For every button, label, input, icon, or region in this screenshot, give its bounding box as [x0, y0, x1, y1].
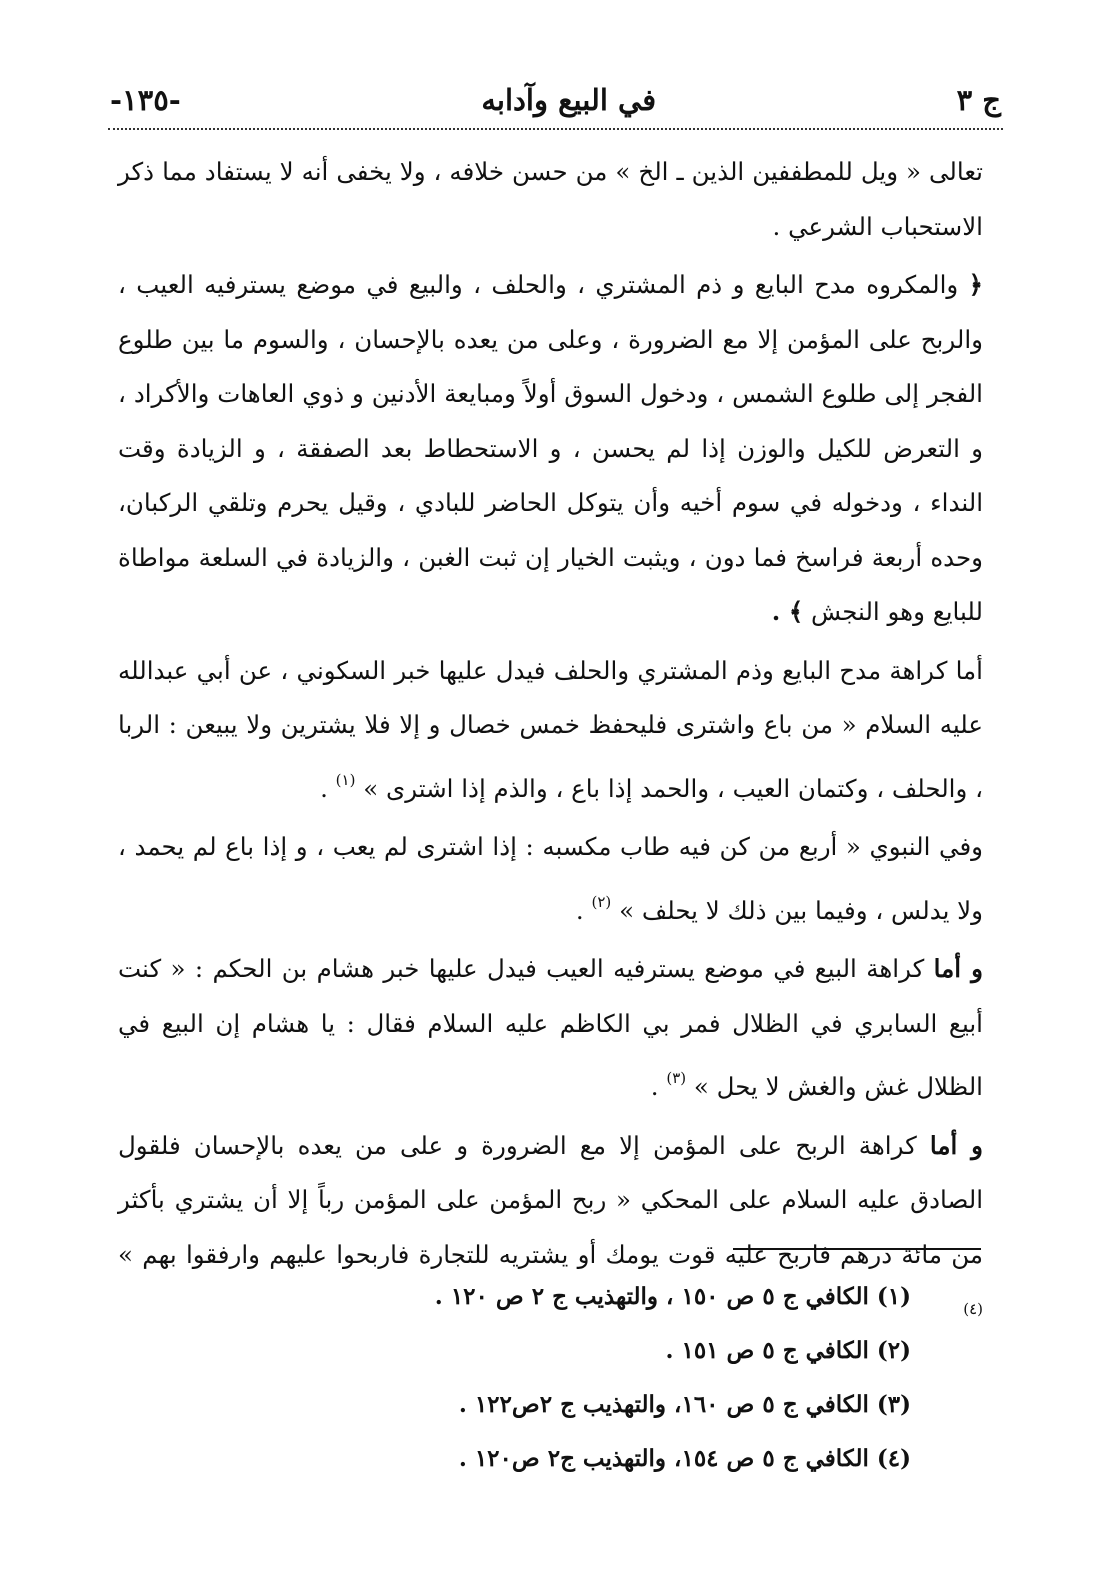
paragraph-1-text: تعالى « ويل للمطففين الذين ـ الخ » من حسن خلافه ، ولا يخفى أنه لا يستفاد مما ذكر الاستحباب الشرعي .: [118, 157, 983, 241]
footnote-ref-3: (٣): [666, 1069, 687, 1087]
paragraph-3-text: أما كراهة مدح البايع وذم المشتري والحلف فيدل عليها خبر السكوني ، عن أبي عبدالله عليه السلام « من باع واشترى فليحفظ خمس خصال و إلا فلا يشترين ولا يبيعن : الربا ، والحلف ، وكتمان العيب ، والحمد إذا باع ، والذم إذا اشترى »: [118, 655, 983, 803]
paragraph-4-text: وفي النبوي « أربع من كن فيه طاب مكسبه : إذا اشترى لم يعب ، و إذا باع لم يحمد ، ولا يدلس ، وفيما بين ذلك لا يحلف »: [118, 832, 983, 925]
paragraph-4-end: .: [575, 895, 584, 925]
header-divider: [108, 128, 1003, 130]
paragraph-2: [118, 258, 983, 640]
paragraph-5: [118, 942, 983, 1115]
footnote-ref-1: (١): [335, 770, 356, 789]
footnote-divider: [733, 1248, 981, 1250]
footnote-2: (٢) الكافي ج ٥ ص ١٥١ .: [665, 1337, 911, 1364]
page-number: -١٣٥-: [110, 83, 181, 117]
footnote-ref-4: (٤): [963, 1300, 983, 1318]
paragraph-2-text: والمكروه مدح البايع و ذم المشتري ، والحلف ، والبيع في موضع يسترفيه العيب ، والربح على المؤمن إلا مع الضرورة ، وعلى من يعده بالإحسان ، والسوم ما بين طلوع الفجر إلى طلوع الشمس ، ودخول السوق أولاً ومبايعة الأدنين و ذوي العاهات والأكراد ، و التعرض للكيل والوزن إذا لم يحسن ، و الاستحطاط بعد الصفقة ، و الزيادة وقت النداء ، ودخوله في سوم أخيه وأن يتوكل الحاضر للبادي ، وقيل يحرم وتلقي الركبان، وحده أربعة فراسخ فما دون ، ويثبت الخيار إن ثبت الغبن ، والزيادة في السلعة مواطاة للبايع وهو النجش: [118, 270, 983, 626]
paragraph-5-lead: و أما: [933, 954, 983, 983]
paragraph-4: [118, 820, 983, 938]
chapter-title: في البيع وآدابه: [481, 83, 657, 117]
footnote-ref-2: (٢): [591, 892, 612, 911]
footnote-3: (٣) الكافي ج ٥ ص ١٦٠، والتهذيب ج ٢ص١٢٢ .: [458, 1391, 911, 1418]
ornament-open: ﴿: [968, 270, 983, 299]
paragraph-6-lead: و أما: [929, 1130, 983, 1160]
paragraph-3: [118, 644, 983, 817]
paragraph-5-text: كراهة البيع في موضع يسترفيه العيب فيدل عليها خبر هشام بن الحكم : « كنت أبيع السابري في الظلال فمر بي الكاظم عليه السلام فقال : يا هشام إن البيع في الظلال غش والغش لا يحل »: [118, 954, 983, 1101]
paragraph-3-end: .: [320, 773, 328, 803]
volume-label: ج ٣: [956, 83, 1001, 117]
page-header: [110, 70, 1001, 130]
footnote-4: (٤) الكافي ج ٥ ص ١٥٤، والتهذيب ج٢ ص١٢٠ .: [458, 1445, 911, 1472]
footnote-1: (١) الكافي ج ٥ ص ١٥٠ ، والتهذيب ج ٢ ص ١٢٠ .: [434, 1283, 911, 1310]
main-text: [118, 145, 983, 1346]
paragraph-1: [118, 145, 983, 254]
footnotes: [200, 1270, 911, 1486]
paragraph-5-end: .: [650, 1072, 659, 1101]
paragraph-6-text: كراهة الربح على المؤمن إلا مع الضرورة و على من يعده بالإحسان فلقول الصادق عليه السلام على المحكي « ربح المؤمن على المؤمن رباً إلا أن يشتري بأكثر من مائة درهم فاربح عليه قوت يومك أو يشتريه للتجارة فاربحوا عليهم وارفقوا بهم »: [118, 1130, 983, 1269]
ornament-close: ﴾ .: [771, 597, 804, 626]
